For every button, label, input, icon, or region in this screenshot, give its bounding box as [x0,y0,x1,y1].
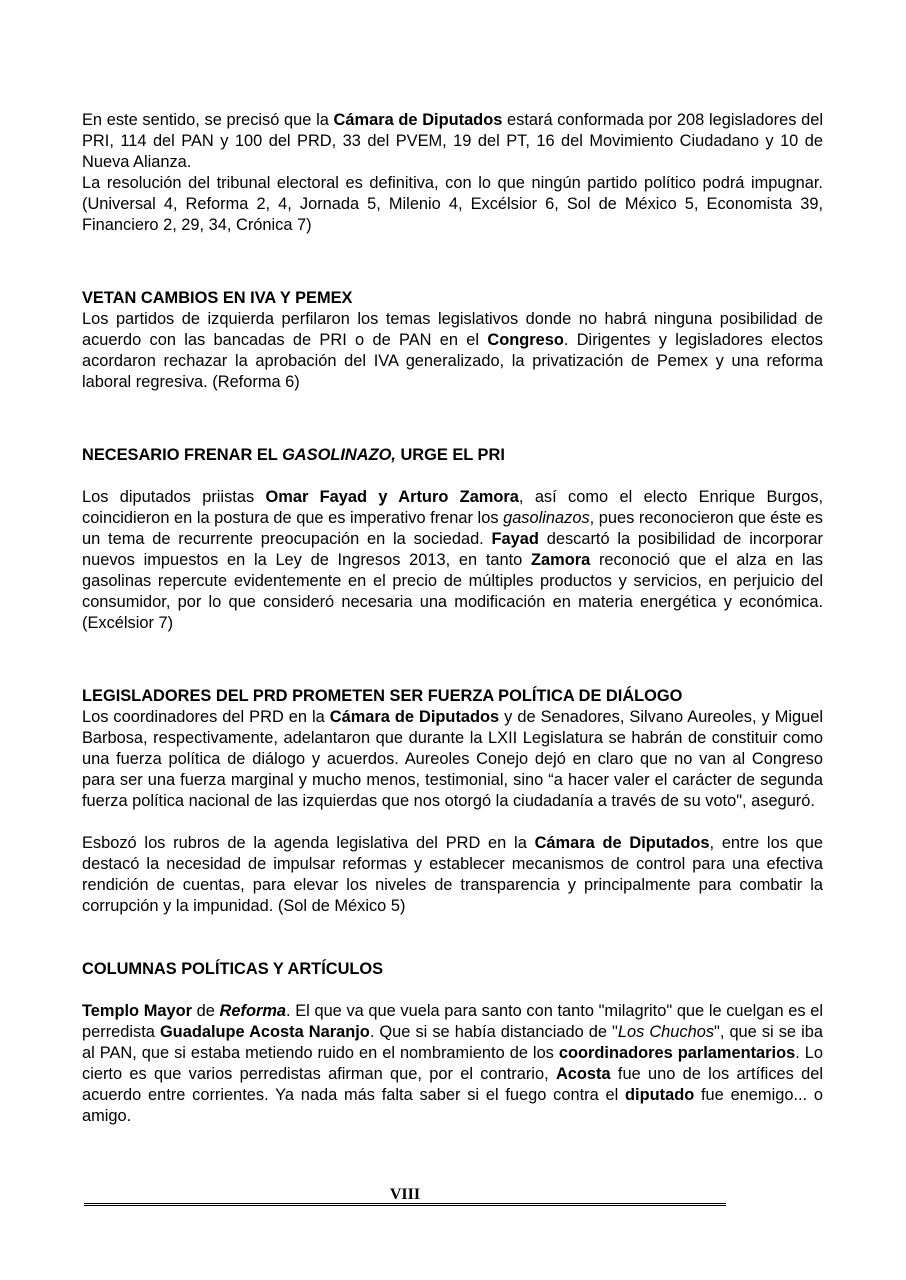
section-title-iva-pemex: VETAN CAMBIOS EN IVA Y PEMEX [82,289,353,307]
section-title-columnas: COLUMNAS POLÍTICAS Y ARTÍCULOS [82,960,384,978]
bold-term: Congreso [487,331,564,349]
section-paragraph-prd-1: Los coordinadores del PRD en la Cámara de Diputados y de Senadores, Silvano Aureoles, y Miguel Barbosa, respectivamente, adelantaron que durante la LXII Legislatura se habrán de constituir como una fuerza política de diálogo y acuerdos. Aureoles Conejo dejó en claro que no van al Congreso para ser una fuerza marginal y mucho menos, testimonial, sino “a hacer valer el carácter de segunda fuerza política nacional de las izquierdas que nos otorgó la ciudadanía a través de su voto", aseguró. [82,708,823,810]
footer-divider [84,1203,726,1206]
bold-term: Cámara de Diputados [333,111,503,129]
section-paragraph-gasolinazo: Los diputados priistas Omar Fayad y Arturo Zamora, así como el electo Enrique Burgos, coincidieron en la postura de que es imperativo frenar los gasolinazos, pues reconocieron que éste es un tema de recurrente preocupación en la sociedad. Fayad descartó la posibilidad de incorporar nuevos impuestos en la Ley de Ingresos 2013, en tanto Zamora reconoció que el alza en las gasolinas repercute evidentemente en el precio de múltiples productos y servicios, en perjuicio del consumidor, por lo que consideró necesaria una modificación en materia energética y económica. (Excélsior 7) [82,488,824,632]
intro-paragraph-1: En este sentido, se precisó que la Cámara de Diputados estará conformada por 208 legisladores del PRI, 114 del PAN y 100 del PRD, 33 del PVEM, 19 del PT, 16 del Movimiento Ciudadano y 10 de Nueva Alianza. [82,111,823,171]
page-number: VIII [389,1186,421,1203]
section-title-prd: LEGISLADORES DEL PRD PROMETEN SER FUERZA POLÍTICA DE DIÁLOGO [82,687,683,705]
section-title-gasolinazo: NECESARIO FRENAR EL GASOLINAZO, URGE EL PRI [82,446,505,464]
intro-paragraph-2: La resolución del tribunal electoral es definitiva, con lo que ningún partido político podrá impugnar. (Universal 4, Reforma 2, 4, Jornada 5, Milenio 4, Excélsior 6, Sol de México 5, Economista 39, Financiero 2, 29, 34, Crónica 7) [82,174,823,234]
section-paragraph-columnas: Templo Mayor de Reforma. El que va que vuela para santo con tanto "milagrito" que le cuelgan es el perredista Guadalupe Acosta Naranjo. Que si se había distanciado de "Los Chuchos", que si se iba al PAN, que si estaba metiendo ruido en el nombramiento de los coordinadores parlamentarios. Lo cierto es que varios perredistas afirman que, por el contrario, Acosta fue uno de los artífices del acuerdo entre corrientes. Ya nada más falta saber si el fuego contra el diputado fue enemigo... o amigo. [82,1002,824,1125]
section-paragraph-iva-pemex: Los partidos de izquierda perfilaron los temas legislativos donde no habrá ninguna posibilidad de acuerdo con las bancadas de PRI o de PAN en el Congreso. Dirigentes y legisladores electos acordaron rechazar la aprobación del IVA generalizado, la privatización de Pemex y una reforma laboral regresiva. (Reforma 6) [82,310,823,391]
document-body [82,110,823,1127]
section-paragraph-prd-2: Esbozó los rubros de la agenda legislativa del PRD en la Cámara de Diputados, entre los que destacó la necesidad de impulsar reformas y establecer mecanismos de control para una efectiva rendición de cuentas, para elevar los niveles de transparencia y principalmente para combatir la corrupción y la impunidad. (Sol de México 5) [82,834,823,915]
